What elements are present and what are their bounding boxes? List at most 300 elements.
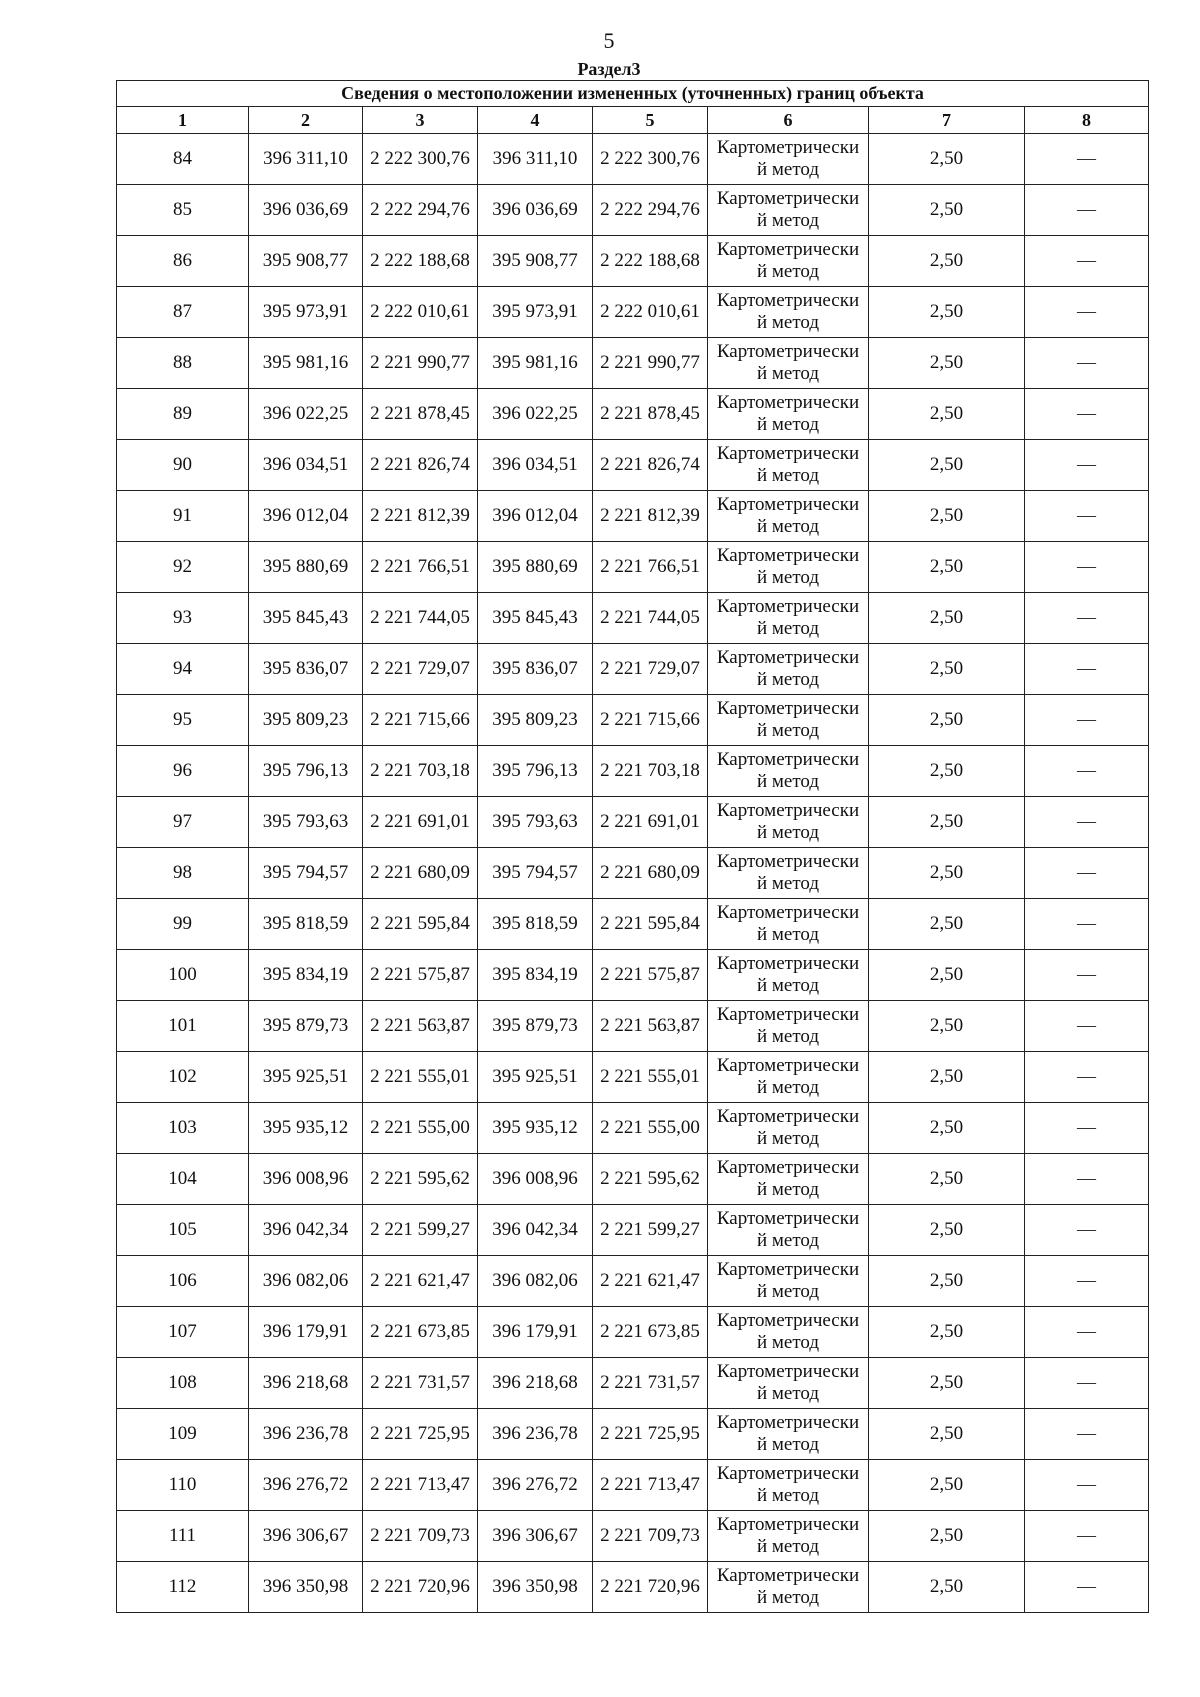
table-row [117, 695, 1149, 746]
point-number-cell: 102 [117, 1052, 249, 1103]
point-number-cell: 110 [117, 1460, 249, 1511]
table-row [117, 1307, 1149, 1358]
method-text-line: Картометрически [716, 137, 860, 158]
description-cell: — [1025, 1001, 1149, 1052]
point-number-cell: 107 [117, 1307, 249, 1358]
description-cell: — [1025, 644, 1149, 695]
y-refined-cell: 2 221 990,77 [593, 338, 708, 389]
description-cell: — [1025, 1307, 1149, 1358]
method-text-line: Картометрически [716, 647, 860, 668]
column-number-8: 8 [1025, 107, 1149, 134]
point-number-cell: 104 [117, 1154, 249, 1205]
x-refined-cell: 396 082,06 [478, 1256, 593, 1307]
x-refined-cell: 395 809,23 [478, 695, 593, 746]
x-refined-cell: 395 793,63 [478, 797, 593, 848]
y-existing-cell: 2 221 878,45 [363, 389, 478, 440]
method-cell [708, 1511, 869, 1562]
x-existing-cell: 395 935,12 [249, 1103, 363, 1154]
accuracy-cell: 2,50 [869, 389, 1025, 440]
table-row [117, 1511, 1149, 1562]
method-text-line: й метод [756, 975, 820, 996]
method-text-line: Картометрически [716, 1514, 860, 1535]
accuracy-cell: 2,50 [869, 1052, 1025, 1103]
x-refined-cell: 396 034,51 [478, 440, 593, 491]
table-row [117, 491, 1149, 542]
y-refined-cell: 2 221 729,07 [593, 644, 708, 695]
method-text-line: Картометрически [716, 1259, 860, 1280]
accuracy-cell: 2,50 [869, 134, 1025, 185]
y-refined-cell: 2 221 563,87 [593, 1001, 708, 1052]
table-caption: Сведения о местоположении измененных (уточненных) границ объекта [117, 81, 1149, 107]
method-text-line: й метод [756, 1230, 820, 1251]
y-refined-cell: 2 221 595,84 [593, 899, 708, 950]
y-refined-cell: 2 221 744,05 [593, 593, 708, 644]
method-text-line: Картометрически [716, 188, 860, 209]
point-number-cell: 108 [117, 1358, 249, 1409]
y-refined-cell: 2 221 826,74 [593, 440, 708, 491]
x-refined-cell: 396 022,25 [478, 389, 593, 440]
y-refined-cell: 2 221 575,87 [593, 950, 708, 1001]
method-text-line: Картометрически [716, 1208, 860, 1229]
method-text-line: й метод [756, 159, 820, 180]
method-text-line: й метод [756, 261, 820, 282]
table-row [117, 1358, 1149, 1409]
x-existing-cell: 395 845,43 [249, 593, 363, 644]
method-text-line: Картометрически [716, 392, 860, 413]
point-number-cell: 103 [117, 1103, 249, 1154]
x-refined-cell: 396 306,67 [478, 1511, 593, 1562]
table-row [117, 236, 1149, 287]
x-existing-cell: 396 036,69 [249, 185, 363, 236]
table-row [117, 389, 1149, 440]
y-refined-cell: 2 221 720,96 [593, 1562, 708, 1613]
x-existing-cell: 395 818,59 [249, 899, 363, 950]
accuracy-cell: 2,50 [869, 644, 1025, 695]
y-refined-cell: 2 221 713,47 [593, 1460, 708, 1511]
description-cell: — [1025, 389, 1149, 440]
y-refined-cell: 2 221 709,73 [593, 1511, 708, 1562]
x-refined-cell: 395 935,12 [478, 1103, 593, 1154]
accuracy-cell: 2,50 [869, 440, 1025, 491]
method-cell [708, 593, 869, 644]
table-row [117, 848, 1149, 899]
y-refined-cell: 2 221 715,66 [593, 695, 708, 746]
x-refined-cell: 395 836,07 [478, 644, 593, 695]
column-number-4: 4 [478, 107, 593, 134]
y-existing-cell: 2 221 595,62 [363, 1154, 478, 1205]
y-refined-cell: 2 221 731,57 [593, 1358, 708, 1409]
boundary-coordinates-table [116, 80, 1149, 1613]
method-text-line: й метод [756, 873, 820, 894]
y-existing-cell: 2 222 010,61 [363, 287, 478, 338]
description-cell: — [1025, 1103, 1149, 1154]
method-cell [708, 695, 869, 746]
method-cell [708, 185, 869, 236]
y-existing-cell: 2 221 731,57 [363, 1358, 478, 1409]
y-refined-cell: 2 222 010,61 [593, 287, 708, 338]
table-row [117, 1562, 1149, 1613]
table-body [117, 134, 1149, 1613]
method-text-line: й метод [756, 720, 820, 741]
y-existing-cell: 2 221 703,18 [363, 746, 478, 797]
point-number-cell: 112 [117, 1562, 249, 1613]
y-refined-cell: 2 222 294,76 [593, 185, 708, 236]
accuracy-cell: 2,50 [869, 236, 1025, 287]
method-text-line: Картометрически [716, 851, 860, 872]
x-existing-cell: 395 836,07 [249, 644, 363, 695]
x-existing-cell: 396 022,25 [249, 389, 363, 440]
column-number-1: 1 [117, 107, 249, 134]
page-number: 5 [603, 28, 615, 53]
method-text-line: й метод [756, 1536, 820, 1557]
method-text-line: Картометрически [716, 545, 860, 566]
method-cell [708, 1205, 869, 1256]
accuracy-cell: 2,50 [869, 185, 1025, 236]
method-text-line: й метод [756, 1281, 820, 1302]
method-cell [708, 848, 869, 899]
x-refined-cell: 395 818,59 [478, 899, 593, 950]
method-text-line: й метод [756, 1026, 820, 1047]
accuracy-cell: 2,50 [869, 1307, 1025, 1358]
y-existing-cell: 2 221 599,27 [363, 1205, 478, 1256]
table-row [117, 899, 1149, 950]
x-refined-cell: 395 834,19 [478, 950, 593, 1001]
method-cell [708, 236, 869, 287]
description-cell: — [1025, 440, 1149, 491]
accuracy-cell: 2,50 [869, 1256, 1025, 1307]
y-refined-cell: 2 221 673,85 [593, 1307, 708, 1358]
method-text-line: й метод [756, 822, 820, 843]
method-cell [708, 797, 869, 848]
accuracy-cell: 2,50 [869, 1511, 1025, 1562]
column-number-5: 5 [593, 107, 708, 134]
description-cell: — [1025, 899, 1149, 950]
method-cell [708, 644, 869, 695]
accuracy-cell: 2,50 [869, 1154, 1025, 1205]
description-cell: — [1025, 1154, 1149, 1205]
point-number-cell: 89 [117, 389, 249, 440]
accuracy-cell: 2,50 [869, 287, 1025, 338]
x-refined-cell: 396 008,96 [478, 1154, 593, 1205]
x-refined-cell: 395 879,73 [478, 1001, 593, 1052]
method-cell [708, 1358, 869, 1409]
x-refined-cell: 396 042,34 [478, 1205, 593, 1256]
x-refined-cell: 395 973,91 [478, 287, 593, 338]
y-existing-cell: 2 221 744,05 [363, 593, 478, 644]
point-number-cell: 93 [117, 593, 249, 644]
method-cell [708, 287, 869, 338]
description-cell: — [1025, 134, 1149, 185]
method-text-line: Картометрически [716, 1565, 860, 1586]
point-number-cell: 96 [117, 746, 249, 797]
accuracy-cell: 2,50 [869, 1358, 1025, 1409]
table-row [117, 440, 1149, 491]
description-cell: — [1025, 593, 1149, 644]
y-existing-cell: 2 221 713,47 [363, 1460, 478, 1511]
point-number-cell: 86 [117, 236, 249, 287]
y-existing-cell: 2 221 729,07 [363, 644, 478, 695]
accuracy-cell: 2,50 [869, 797, 1025, 848]
y-existing-cell: 2 221 621,47 [363, 1256, 478, 1307]
point-number-cell: 94 [117, 644, 249, 695]
description-cell: — [1025, 287, 1149, 338]
point-number-cell: 100 [117, 950, 249, 1001]
accuracy-cell: 2,50 [869, 491, 1025, 542]
point-number-cell: 85 [117, 185, 249, 236]
method-text-line: Картометрически [716, 341, 860, 362]
method-text-line: Картометрически [716, 902, 860, 923]
table-row [117, 1256, 1149, 1307]
x-existing-cell: 395 834,19 [249, 950, 363, 1001]
description-cell: — [1025, 695, 1149, 746]
x-refined-cell: 395 981,16 [478, 338, 593, 389]
point-number-cell: 87 [117, 287, 249, 338]
method-text-line: й метод [756, 1434, 820, 1455]
y-existing-cell: 2 221 575,87 [363, 950, 478, 1001]
column-number-6: 6 [708, 107, 869, 134]
table-row [117, 1460, 1149, 1511]
column-number-row [117, 107, 1149, 134]
y-refined-cell: 2 222 188,68 [593, 236, 708, 287]
accuracy-cell: 2,50 [869, 1205, 1025, 1256]
x-existing-cell: 396 042,34 [249, 1205, 363, 1256]
y-refined-cell: 2 221 555,00 [593, 1103, 708, 1154]
x-existing-cell: 396 276,72 [249, 1460, 363, 1511]
method-text-line: й метод [756, 669, 820, 690]
method-cell [708, 440, 869, 491]
y-existing-cell: 2 221 720,96 [363, 1562, 478, 1613]
accuracy-cell: 2,50 [869, 950, 1025, 1001]
description-cell: — [1025, 491, 1149, 542]
method-cell [708, 1562, 869, 1613]
table-row [117, 1205, 1149, 1256]
y-refined-cell: 2 221 621,47 [593, 1256, 708, 1307]
method-text-line: Картометрически [716, 1463, 860, 1484]
method-text-line: Картометрически [716, 596, 860, 617]
point-number-cell: 91 [117, 491, 249, 542]
description-cell: — [1025, 1562, 1149, 1613]
x-refined-cell: 395 925,51 [478, 1052, 593, 1103]
point-number-cell: 97 [117, 797, 249, 848]
y-refined-cell: 2 221 680,09 [593, 848, 708, 899]
x-existing-cell: 395 925,51 [249, 1052, 363, 1103]
method-text-line: Картометрически [716, 443, 860, 464]
point-number-cell: 101 [117, 1001, 249, 1052]
x-existing-cell: 395 879,73 [249, 1001, 363, 1052]
method-text-line: й метод [756, 1179, 820, 1200]
y-refined-cell: 2 221 691,01 [593, 797, 708, 848]
method-cell [708, 1409, 869, 1460]
x-refined-cell: 395 796,13 [478, 746, 593, 797]
x-existing-cell: 395 793,63 [249, 797, 363, 848]
table-row [117, 950, 1149, 1001]
table-row [117, 185, 1149, 236]
method-cell [708, 950, 869, 1001]
point-number-cell: 98 [117, 848, 249, 899]
x-existing-cell: 396 306,67 [249, 1511, 363, 1562]
table-row [117, 1001, 1149, 1052]
method-cell [708, 1154, 869, 1205]
section-title: Раздел3 [577, 59, 641, 79]
accuracy-cell: 2,50 [869, 899, 1025, 950]
method-text-line: Картометрически [716, 749, 860, 770]
y-existing-cell: 2 221 812,39 [363, 491, 478, 542]
point-number-cell: 111 [117, 1511, 249, 1562]
description-cell: — [1025, 1511, 1149, 1562]
x-existing-cell: 395 880,69 [249, 542, 363, 593]
accuracy-cell: 2,50 [869, 593, 1025, 644]
table-row [117, 1154, 1149, 1205]
x-existing-cell: 395 809,23 [249, 695, 363, 746]
x-refined-cell: 396 350,98 [478, 1562, 593, 1613]
description-cell: — [1025, 338, 1149, 389]
y-existing-cell: 2 221 990,77 [363, 338, 478, 389]
point-number-cell: 90 [117, 440, 249, 491]
x-existing-cell: 396 034,51 [249, 440, 363, 491]
method-cell [708, 1256, 869, 1307]
x-refined-cell: 396 012,04 [478, 491, 593, 542]
accuracy-cell: 2,50 [869, 695, 1025, 746]
method-text-line: й метод [756, 618, 820, 639]
description-cell: — [1025, 1460, 1149, 1511]
y-existing-cell: 2 222 188,68 [363, 236, 478, 287]
method-text-line: Картометрически [716, 239, 860, 260]
table-row [117, 797, 1149, 848]
method-cell [708, 1103, 869, 1154]
accuracy-cell: 2,50 [869, 1562, 1025, 1613]
x-existing-cell: 396 008,96 [249, 1154, 363, 1205]
x-existing-cell: 395 794,57 [249, 848, 363, 899]
method-cell [708, 338, 869, 389]
method-text-line: й метод [756, 567, 820, 588]
accuracy-cell: 2,50 [869, 1001, 1025, 1052]
description-cell: — [1025, 1205, 1149, 1256]
x-refined-cell: 396 236,78 [478, 1409, 593, 1460]
point-number-cell: 106 [117, 1256, 249, 1307]
method-text-line: Картометрически [716, 800, 860, 821]
point-number-cell: 92 [117, 542, 249, 593]
table-row [117, 593, 1149, 644]
accuracy-cell: 2,50 [869, 1103, 1025, 1154]
y-existing-cell: 2 221 595,84 [363, 899, 478, 950]
method-text-line: й метод [756, 1587, 820, 1608]
y-refined-cell: 2 221 878,45 [593, 389, 708, 440]
x-existing-cell: 396 012,04 [249, 491, 363, 542]
y-existing-cell: 2 221 691,01 [363, 797, 478, 848]
x-existing-cell: 396 218,68 [249, 1358, 363, 1409]
y-existing-cell: 2 221 715,66 [363, 695, 478, 746]
method-text-line: Картометрически [716, 1412, 860, 1433]
x-refined-cell: 395 845,43 [478, 593, 593, 644]
method-text-line: й метод [756, 414, 820, 435]
method-text-line: й метод [756, 1128, 820, 1149]
y-existing-cell: 2 221 555,01 [363, 1052, 478, 1103]
method-text-line: й метод [756, 363, 820, 384]
y-refined-cell: 2 221 599,27 [593, 1205, 708, 1256]
x-refined-cell: 396 311,10 [478, 134, 593, 185]
method-text-line: Картометрически [716, 494, 860, 515]
method-text-line: Картометрически [716, 1157, 860, 1178]
method-text-line: Картометрически [716, 1361, 860, 1382]
table-row [117, 1103, 1149, 1154]
method-text-line: й метод [756, 771, 820, 792]
description-cell: — [1025, 185, 1149, 236]
table-row [117, 542, 1149, 593]
method-cell [708, 1307, 869, 1358]
y-existing-cell: 2 221 725,95 [363, 1409, 478, 1460]
column-number-2: 2 [249, 107, 363, 134]
method-text-line: й метод [756, 924, 820, 945]
x-existing-cell: 395 973,91 [249, 287, 363, 338]
y-refined-cell: 2 221 555,01 [593, 1052, 708, 1103]
table-row [117, 338, 1149, 389]
description-cell: — [1025, 542, 1149, 593]
accuracy-cell: 2,50 [869, 746, 1025, 797]
method-text-line: Картометрически [716, 1055, 860, 1076]
method-text-line: Картометрически [716, 1310, 860, 1331]
x-existing-cell: 396 082,06 [249, 1256, 363, 1307]
x-refined-cell: 396 036,69 [478, 185, 593, 236]
x-existing-cell: 396 350,98 [249, 1562, 363, 1613]
method-cell [708, 134, 869, 185]
description-cell: — [1025, 848, 1149, 899]
column-number-3: 3 [363, 107, 478, 134]
y-existing-cell: 2 222 294,76 [363, 185, 478, 236]
x-existing-cell: 395 908,77 [249, 236, 363, 287]
method-text-line: й метод [756, 210, 820, 231]
method-text-line: й метод [756, 1485, 820, 1506]
y-refined-cell: 2 222 300,76 [593, 134, 708, 185]
accuracy-cell: 2,50 [869, 1460, 1025, 1511]
point-number-cell: 105 [117, 1205, 249, 1256]
description-cell: — [1025, 950, 1149, 1001]
x-existing-cell: 396 236,78 [249, 1409, 363, 1460]
method-cell [708, 1460, 869, 1511]
y-refined-cell: 2 221 725,95 [593, 1409, 708, 1460]
point-number-cell: 99 [117, 899, 249, 950]
method-text-line: й метод [756, 1077, 820, 1098]
method-text-line: Картометрически [716, 698, 860, 719]
description-cell: — [1025, 236, 1149, 287]
description-cell: — [1025, 797, 1149, 848]
accuracy-cell: 2,50 [869, 338, 1025, 389]
description-cell: — [1025, 1256, 1149, 1307]
y-existing-cell: 2 221 673,85 [363, 1307, 478, 1358]
y-existing-cell: 2 221 680,09 [363, 848, 478, 899]
method-cell [708, 746, 869, 797]
method-text-line: Картометрически [716, 953, 860, 974]
x-refined-cell: 395 880,69 [478, 542, 593, 593]
method-cell [708, 491, 869, 542]
y-refined-cell: 2 221 595,62 [593, 1154, 708, 1205]
description-cell: — [1025, 746, 1149, 797]
method-text-line: й метод [756, 312, 820, 333]
y-existing-cell: 2 221 563,87 [363, 1001, 478, 1052]
accuracy-cell: 2,50 [869, 1409, 1025, 1460]
method-cell [708, 1001, 869, 1052]
point-number-cell: 84 [117, 134, 249, 185]
y-existing-cell: 2 221 826,74 [363, 440, 478, 491]
y-existing-cell: 2 222 300,76 [363, 134, 478, 185]
x-refined-cell: 395 908,77 [478, 236, 593, 287]
method-text-line: й метод [756, 516, 820, 537]
accuracy-cell: 2,50 [869, 542, 1025, 593]
x-refined-cell: 396 179,91 [478, 1307, 593, 1358]
method-text-line: й метод [756, 1332, 820, 1353]
x-existing-cell: 396 311,10 [249, 134, 363, 185]
x-existing-cell: 395 796,13 [249, 746, 363, 797]
method-cell [708, 1052, 869, 1103]
